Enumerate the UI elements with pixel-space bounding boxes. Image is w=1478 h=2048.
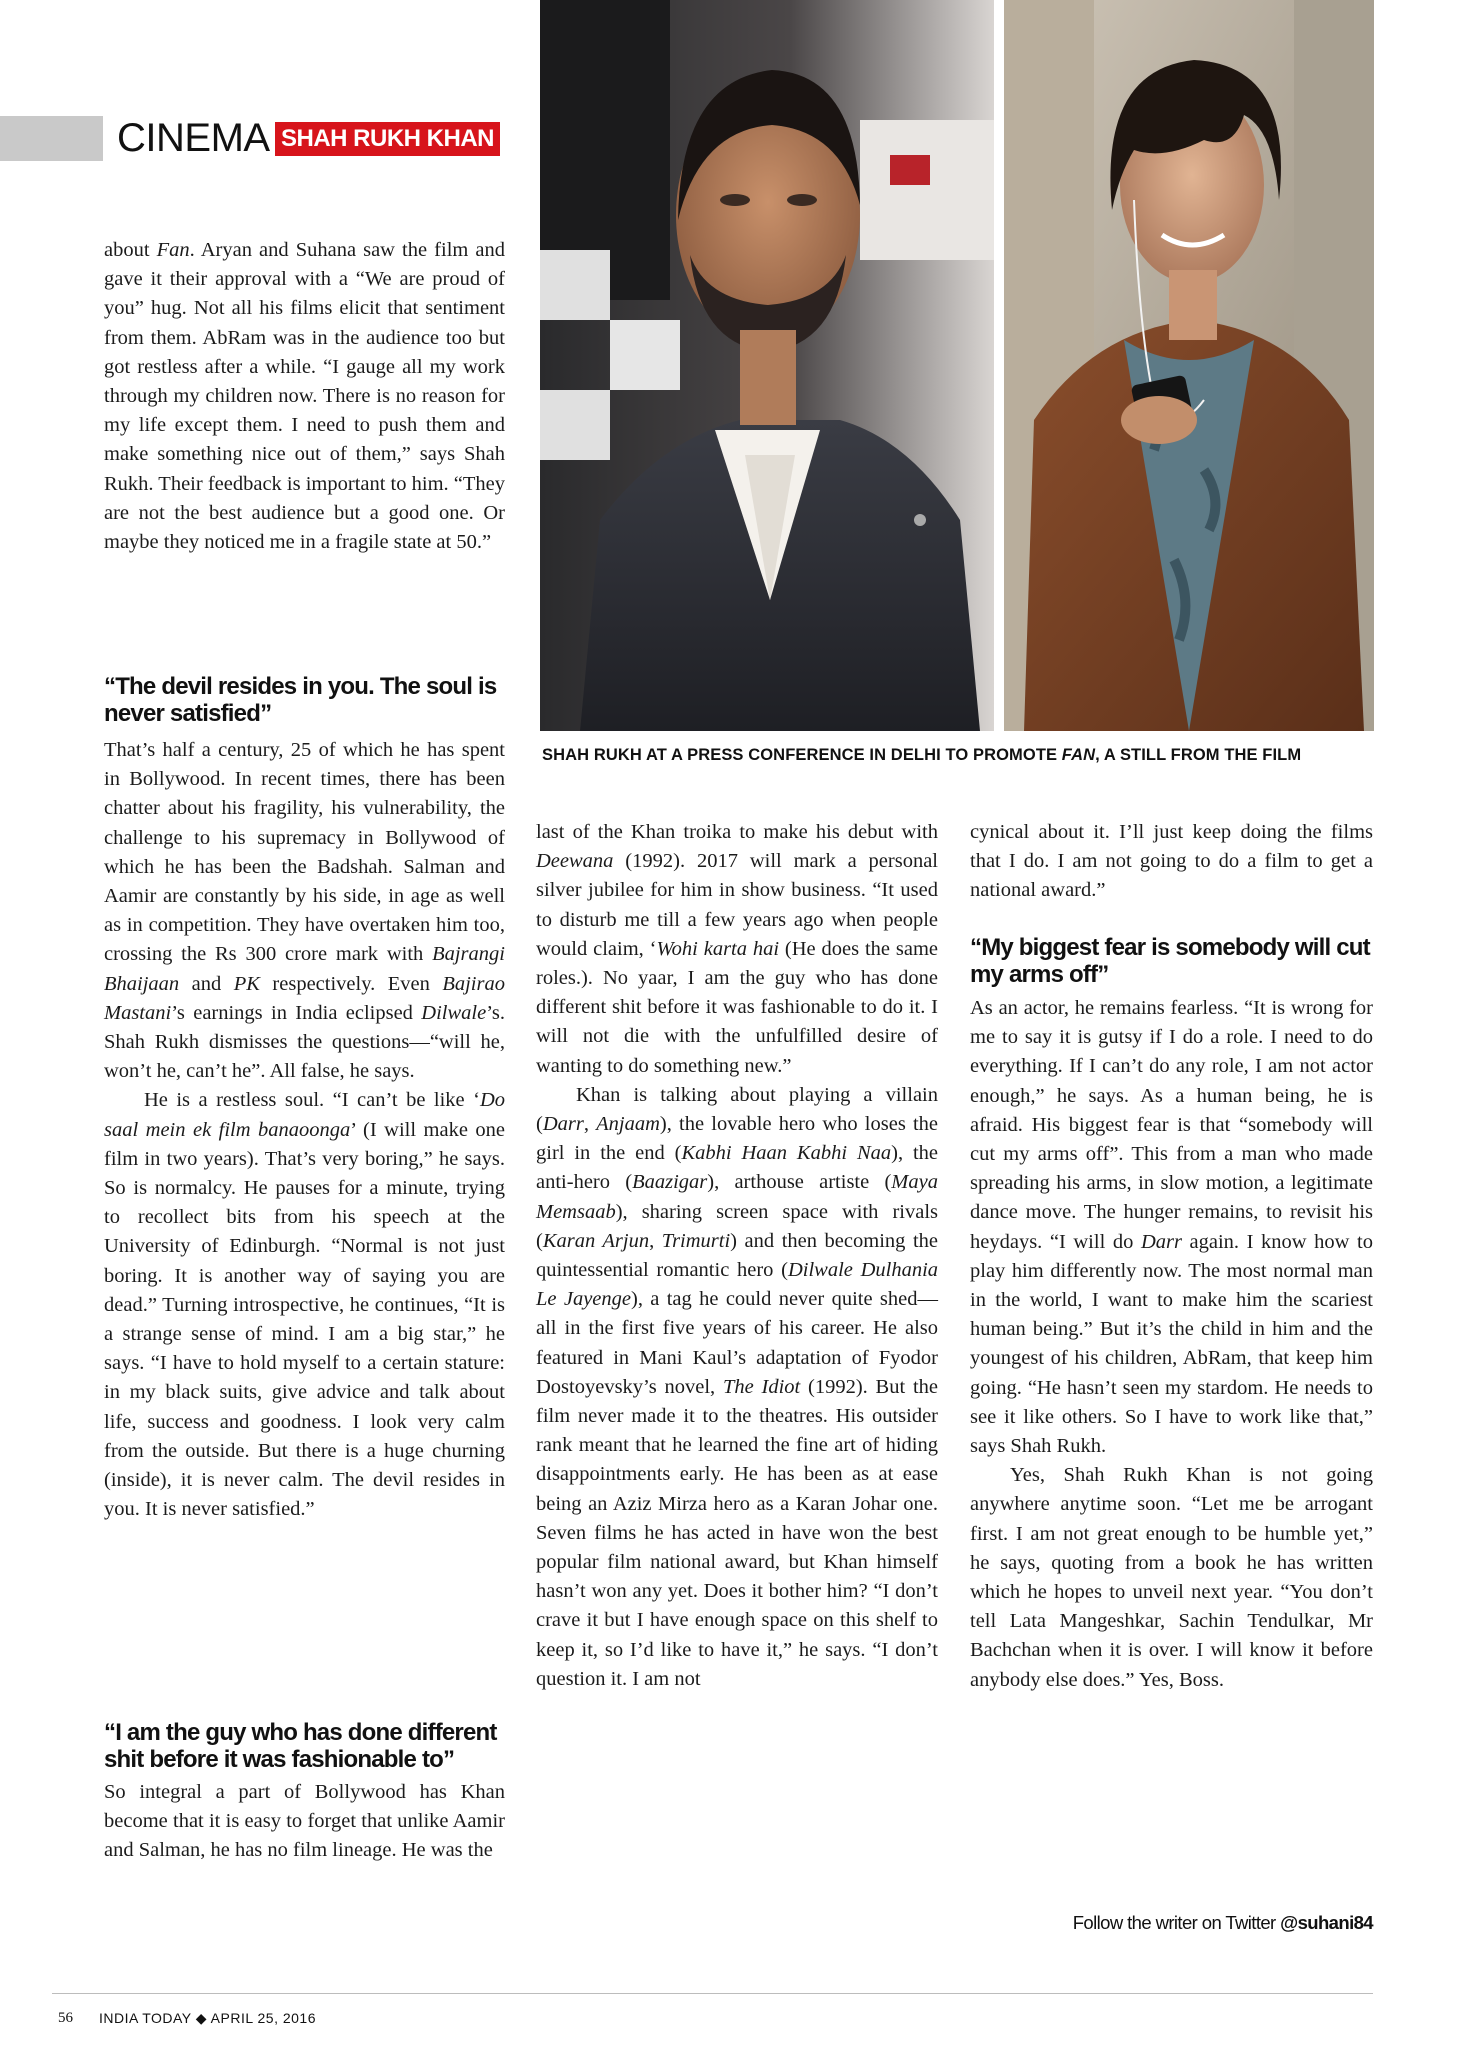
- italic-title: Baazigar: [632, 1171, 708, 1194]
- caption-text: SHAH RUKH AT A PRESS CONFERENCE IN DELHI TO PROMOTE: [542, 746, 1062, 764]
- italic-title: Do saal mein ek film banaoonga: [104, 1089, 505, 1141]
- writer-credit: [1073, 1912, 1373, 1934]
- photo-caption: [542, 746, 1382, 765]
- column-1-body: [104, 736, 505, 1524]
- section-title: CINEMA: [117, 116, 270, 160]
- column-1-end: [104, 1778, 505, 1866]
- footer-rule: [52, 1993, 1373, 1994]
- italic-title: The Idiot: [722, 1375, 801, 1398]
- credit-text: Follow the writer on Twitter: [1072, 1912, 1281, 1933]
- section-marker-bar: [0, 116, 103, 161]
- caption-text-end: , A STILL FROM THE FILM: [1095, 746, 1302, 764]
- twitter-handle: @suhani84: [1280, 1912, 1373, 1933]
- subheading-devil-resides: “The devil resides in you. The soul is never satisfied”: [104, 673, 497, 727]
- column-2-body: [536, 818, 938, 1694]
- column-3-body: [970, 994, 1373, 1695]
- italic-title: Kabhi Haan Kabhi Naa: [681, 1142, 892, 1165]
- italic-title: Bajirao Mastani: [104, 972, 505, 1024]
- italic-title: Karan Arjun: [542, 1229, 650, 1252]
- italic-title: Wohi karta hai: [656, 937, 780, 960]
- photo-film-still: [1004, 0, 1374, 731]
- paragraph: last of the Khan troika to make his debut with Deewana (1992). 2017 will mark a personal silver jubilee for him in show business. “It used to disturb me till a few years ago when people would claim, ‘Wohi karta hai (He does the same roles.). No yaar, I am the guy who has done different shit before it was fashionable to do it. I will not die with the unfulfilled desire of wanting to do something new.”: [536, 821, 938, 1077]
- column-1-intro: [104, 236, 505, 557]
- publication-line: INDIA TODAY ◆ APRIL 25, 2016: [99, 2010, 316, 2026]
- paragraph: cynical about it. I’ll just keep doing the films that I do. I am not going to do a film to get a national award.”: [970, 821, 1373, 902]
- italic-title: Bajrangi Bhaijaan: [104, 943, 505, 995]
- page-number: 56: [58, 2010, 73, 2026]
- paragraph: about Fan. Aryan and Suhana saw the film and gave it their approval with a “We are proud of you” hug. Not all his films elicit that sentiment from them. AbRam was in the audience too but got restless after a while. “I gauge all my work through my children now. There is no reason for my life except them. I need to push them and make something nice out of them,” says Shah Rukh. Their feedback is important to him. “They are not the best audience but a good one. Or maybe they noticed me in a fragile state at 50.”: [104, 239, 506, 554]
- paragraph: Yes, Shah Rukh Khan is not going anywhere anytime soon. “Let me be arrogant first. I am not great enough to be humble yet,” he says, quoting from a book he has written which he hopes to unveil next year. “You don’t tell Lata Mangeshkar, Sachin Tendulkar, Mr Bachchan when it is over. I will know it before anybody else does.” Yes, Boss.: [970, 1464, 1373, 1691]
- italic-title: Maya Memsaab: [536, 1171, 938, 1223]
- column-3-intro: [970, 818, 1373, 906]
- italic-title: Dilwale Dulhania Le Jayenge: [536, 1259, 939, 1311]
- caption-film-title: FAN: [1061, 746, 1096, 764]
- paragraph: He is a restless soul. “I can’t be like ‘Do saal mein ek film banaoonga’ (I will make one film in two years). That’s very boring,” he says. So is normalcy. He pauses for a minute, trying to recollect bits from his speech at the University of Edinburgh. “Normal is not just boring. It is another way of saying you are dead.” Turning introspective, he continues, “It is a strange sense of mind. I am a big star,” he says. “I have to hold myself to a certain stature: in my black suits, give advice and talk about life, success and goodness. I look very calm from the outside. But there is a huge churning (inside), it is never calm. The devil resides in you. It is never satisfied.”: [104, 1089, 505, 1521]
- paragraph: As an actor, he remains fearless. “It is wrong for me to say it is gutsy if I do a role. I need to do everything. If I can’t do any role, I am not actor enough,” he says. As a human being, he is afraid. His biggest fear is that “somebody will cut my arms off”. This from a man who made spreading his arms, in slow motion, a legitimate dance move. The hunger remains, to revisit his heydays. “I will do Darr again. I know how to play him differently now. The most normal man in the world, I want to make him the scariest human being.” But it’s the child in him and the youngest of his children, AbRam, that keep him going. “He hasn’t seen my stardom. He needs to see it like others. So I have to work like that,” says Shah Rukh.: [970, 997, 1373, 1458]
- italic-title: Dilwale: [421, 1001, 487, 1024]
- photo-press-conference: [540, 0, 994, 731]
- subheading-different-shit: “I am the guy who has done different shit before it was fashionable to”: [104, 1719, 497, 1773]
- italic-title: Darr: [1140, 1230, 1182, 1253]
- italic-title: PK: [233, 972, 260, 995]
- italic-title: Anjaam: [596, 1113, 660, 1136]
- section-subject-badge: SHAH RUKH KHAN: [275, 122, 500, 156]
- italic-title: Deewana: [536, 850, 614, 873]
- italic-title: Trimurti: [661, 1229, 731, 1252]
- paragraph: Khan is talking about playing a villain (Darr, Anjaam), the lovable hero who loses the girl in the end (Kabhi Haan Kabhi Naa), the anti-hero (Baazigar), arthouse artiste (Maya Memsaab), sharing screen space with rivals (Karan Arjun, Trimurti) and then becoming the quintessential romantic hero (Dilwale Dulhania Le Jayenge), a tag he could never quite shed—all in the first five years of his career. He also featured in Mani Kaul’s adaptation of Fyodor Dostoyevsky’s novel, The Idiot (1992). But the film never made it to the theatres. His outsider rank meant that he learned the fine art of hiding disappointments early. He has been as at ease being an Aziz Mirza hero as a Karan Johar one. Seven films he has acted in have won the best popular film national award, but Khan himself hasn’t won any yet. Does it bother him? “I don’t crave it but I have enough space on this shelf to keep it, so I’d like to have it,” he says. “I don’t question it. I am not: [536, 1083, 939, 1690]
- paragraph: So integral a part of Bollywood has Khan become that it is easy to forget that unlike Aamir and Salman, he has no film lineage. He was the: [104, 1781, 505, 1862]
- italic-title: Darr: [542, 1113, 584, 1136]
- italic-title: Fan: [156, 239, 190, 261]
- paragraph: That’s half a century, 25 of which he has spent in Bollywood. In recent times, there has been chatter about his fragility, his vulnerability, the challenge to his supremacy in Bollywood of which he has been the Badshah. Salman and Aamir are constantly by his side, in age as well as in competition. They have overtaken him too, crossing the Rs 300 crore mark with Bajrangi Bhaijaan and PK respectively. Even Bajirao Mastani’s earnings in India eclipsed Dilwale’s. Shah Rukh dismisses the questions—“will he, won’t he, can’t he”. All false, he says.: [104, 739, 505, 1083]
- subheading-biggest-fear: “My biggest fear is somebody will cut my arms off”: [970, 934, 1370, 988]
